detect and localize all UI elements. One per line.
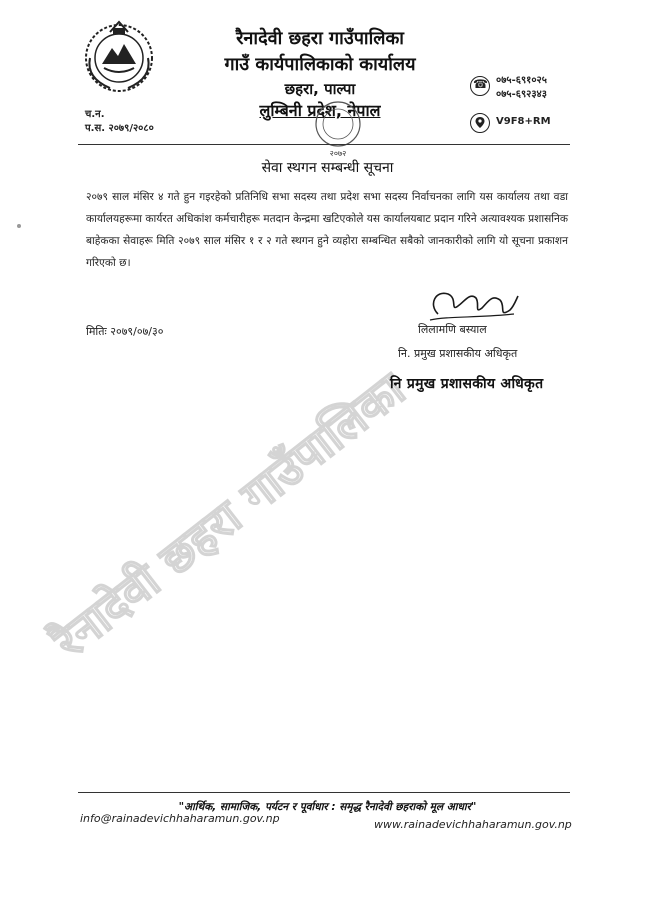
province-name: लुम्बिनी प्रदेश, नेपाल [259,101,381,120]
phone-icon [470,76,490,96]
footer-email[interactable]: info@rainadevichhaharamun.gov.np [80,812,280,825]
phone-number-1[interactable]: ०७५-६९१०२५ [496,75,547,86]
signatory-name: लिलामणि बस्याल [418,323,487,336]
office-location: छहरा, पाल्पा [284,80,356,98]
signatory-title: नि. प्रमुख प्रशासकीय अधिकृत [398,347,518,360]
footer-website[interactable]: www.rainadevichhaharamun.gov.np [374,818,572,831]
watermark [40,350,460,680]
footer-slogan: "आर्थिक, सामाजिक, पर्यटन र पूर्वाधार : समृद्ध रैनादेवी छहराको मूल आधार" [178,801,477,813]
notice-date: मितिः २०७९/०७/३० [86,325,164,338]
plus-code: V9F8+RM [496,116,551,127]
designation-stamp: नि प्रमुख प्रशासकीय अधिकृत [390,376,544,392]
reference-number-label: च.न. [85,109,105,120]
watermark-text: रैनादेवी छहरा गाउँपालिका [43,361,415,669]
fiscal-year-label: प.स. २०७९/२०८० [85,123,154,134]
phone-numbers [496,74,547,102]
office-seal [308,100,368,160]
nepal-emblem-icon [80,18,158,96]
org-name: रैनादेवी छहरा गाउँपालिका [236,28,404,49]
header-divider [78,144,570,145]
footer-divider [78,792,570,793]
notice-body: २०७९ साल मंसिर ४ गते हुन गइरहेको प्रतिनिधि सभा सदस्य तथा प्रदेश सभा सदस्य निर्वाचनका लागि यस कार्यालय तथा वडा कार्यालयहरूमा कार्यरत अधिकांश कर्मचारीहरू मतदान केन्द्रमा खटिएकोले यस कार्यालयबाट प्रदान गरिने अत्यावश्यक प्रशासनिक बाहेकका सेवाहरू मिति २०७९ साल मंसिर १ र २ गते स्थगन हुने व्यहोरा सम्बन्धित सबैको जानकारीको लागि यो सूचना प्रकाशन गरिएको छ। [86,191,568,269]
phone-number-2[interactable]: ०७५-६९२३४३ [496,89,547,100]
margin-mark [17,224,21,228]
seal-year: २०७२ [329,149,347,158]
office-name: गाउँ कार्यपालिकाको कार्यालय [224,54,416,75]
location-pin-icon [470,113,490,133]
notice-title: सेवा स्थगन सम्बन्धी सूचना [261,160,394,176]
